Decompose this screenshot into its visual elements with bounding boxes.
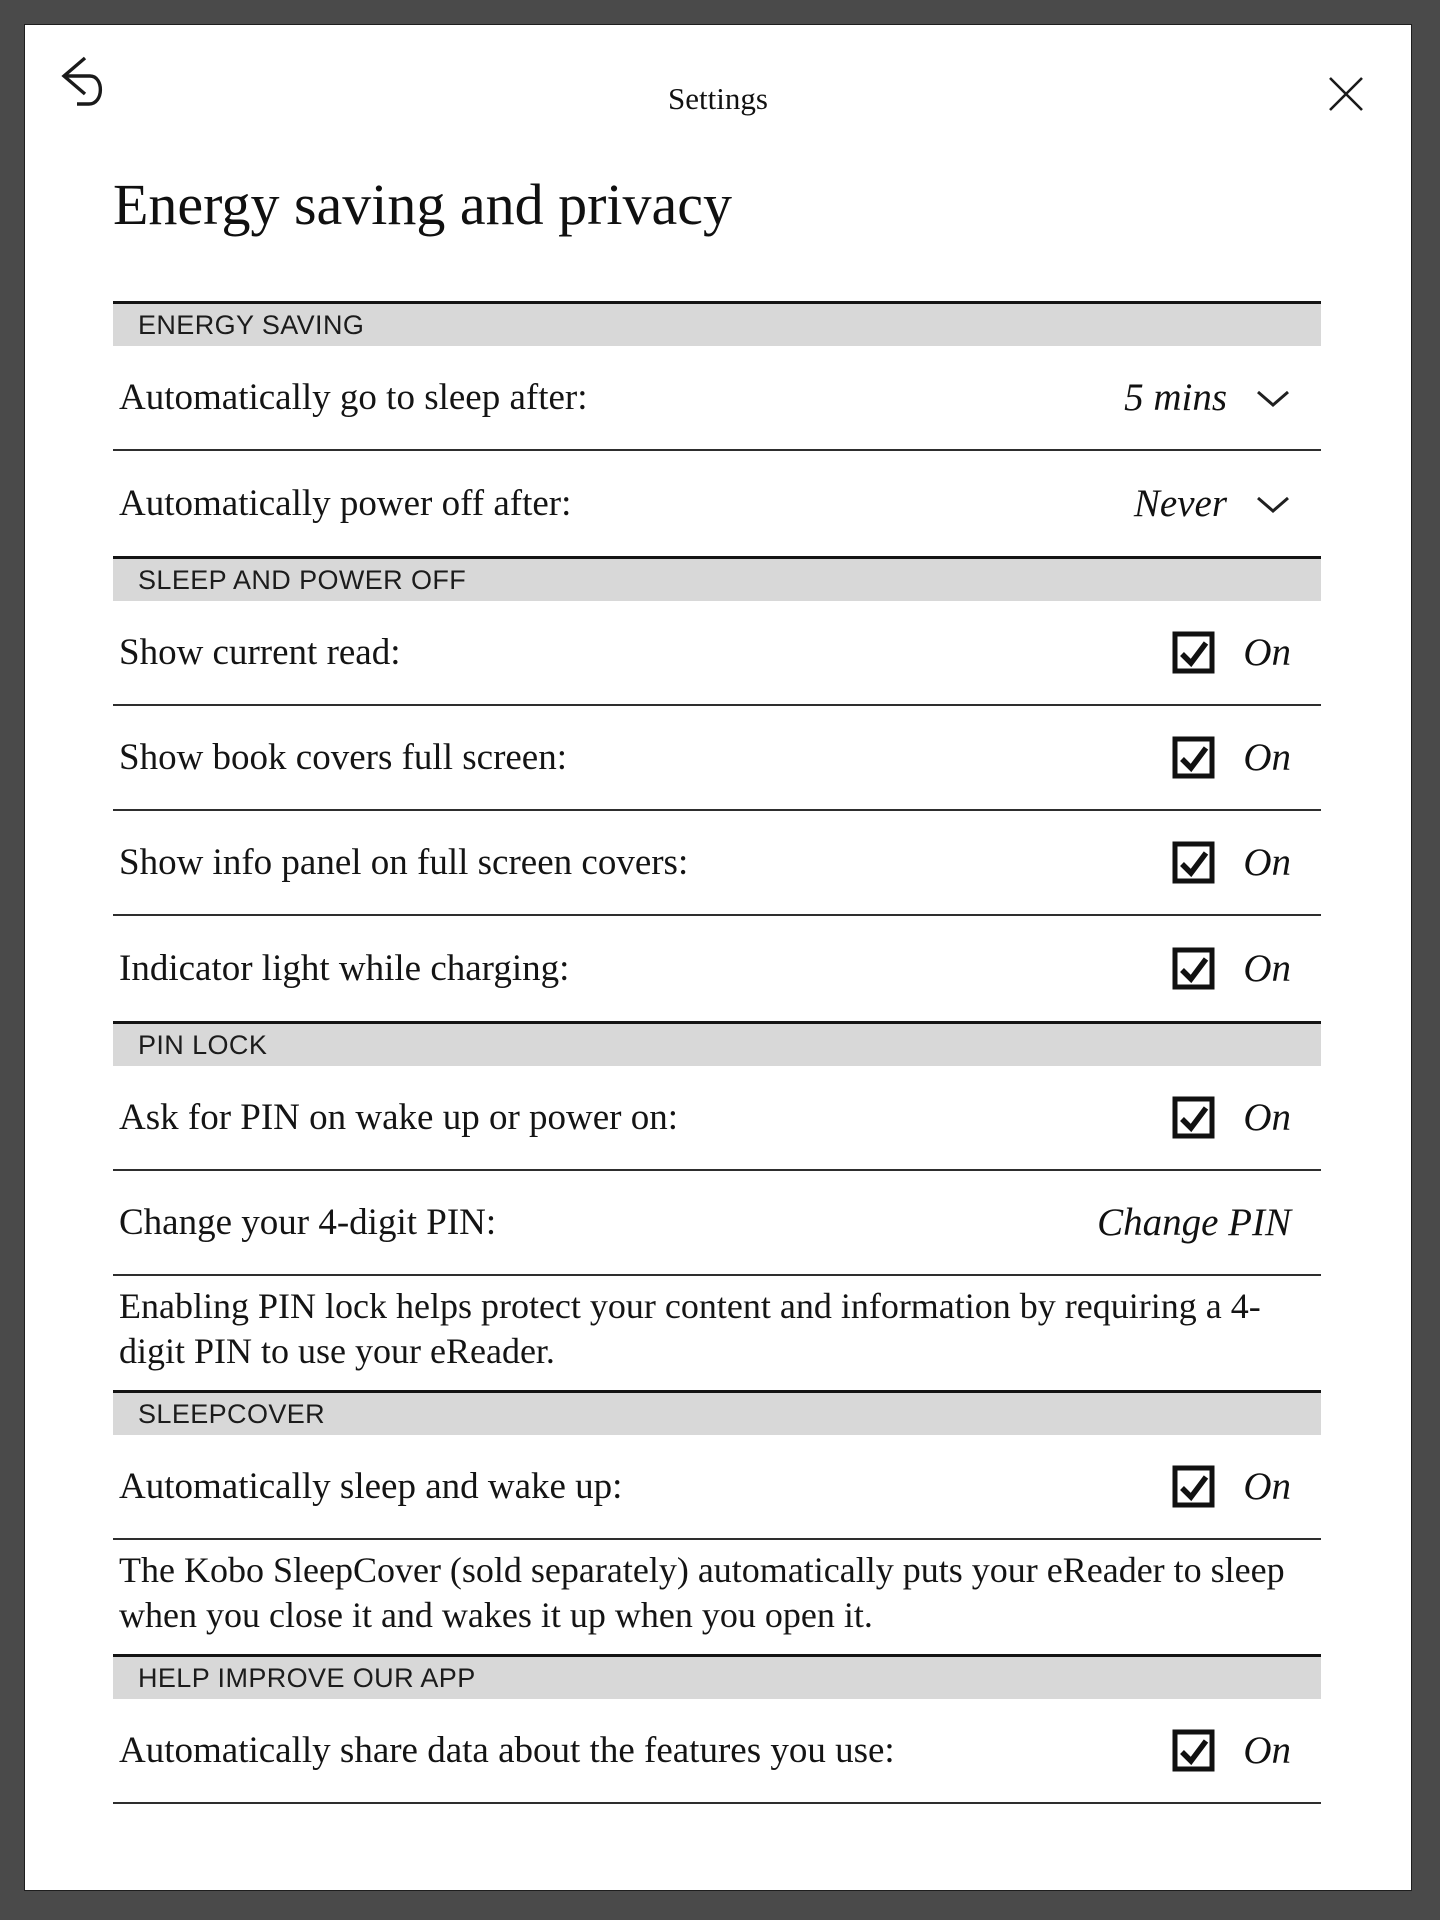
pin-lock-description: Enabling PIN lock helps protect your content and information by requiring a 4-digit PIN to use your eReader. bbox=[119, 1286, 1261, 1371]
row-label: Show book covers full screen: bbox=[119, 737, 568, 778]
header bbox=[25, 25, 1411, 157]
section-label: HELP IMPROVE OUR APP bbox=[138, 1662, 476, 1693]
checkbox-checked-icon[interactable] bbox=[1172, 631, 1215, 674]
checkbox-state-label: On bbox=[1243, 736, 1291, 779]
dropdown-sleep-after[interactable] bbox=[1124, 375, 1291, 420]
row-label: Ask for PIN on wake up or power on: bbox=[119, 1097, 679, 1138]
checkbox-checked-icon[interactable] bbox=[1172, 1729, 1215, 1772]
chevron-down-icon bbox=[1255, 482, 1291, 525]
checkbox-state-label: On bbox=[1243, 1729, 1291, 1772]
section-header-help-improve bbox=[113, 1654, 1321, 1699]
section-header-pin-lock bbox=[113, 1021, 1321, 1066]
header-title: Settings bbox=[668, 81, 768, 116]
dropdown-power-off-after[interactable] bbox=[1134, 481, 1291, 526]
close-button[interactable] bbox=[1327, 75, 1365, 113]
checkbox-state-label: On bbox=[1243, 947, 1291, 990]
setting-row-indicator-light[interactable] bbox=[113, 916, 1321, 1021]
settings-page bbox=[24, 24, 1412, 1891]
setting-row-sleep-after[interactable] bbox=[113, 346, 1321, 451]
checkbox-checked-icon[interactable] bbox=[1172, 736, 1215, 779]
checkbox-checked-icon[interactable] bbox=[1172, 841, 1215, 884]
checkbox-state-label: On bbox=[1243, 631, 1291, 674]
checkbox-state-label: On bbox=[1243, 841, 1291, 884]
setting-row-share-data[interactable] bbox=[113, 1699, 1321, 1804]
row-label: Show info panel on full screen covers: bbox=[119, 842, 689, 883]
change-pin-link[interactable]: Change PIN bbox=[1097, 1201, 1291, 1244]
setting-row-change-pin[interactable] bbox=[113, 1171, 1321, 1276]
section-label: ENERGY SAVING bbox=[138, 309, 365, 340]
page-title: Energy saving and privacy bbox=[113, 172, 733, 237]
sleepcover-description: The Kobo SleepCover (sold separately) automatically puts your eReader to sleep when you close it and wakes it up when you open it. bbox=[119, 1550, 1285, 1635]
setting-row-power-off-after[interactable] bbox=[113, 451, 1321, 556]
row-label: Automatically power off after: bbox=[119, 483, 572, 524]
content-column bbox=[113, 171, 1321, 1804]
checkbox-checked-icon[interactable] bbox=[1172, 1465, 1215, 1508]
section-header-energy-saving bbox=[113, 301, 1321, 346]
dropdown-value: Never bbox=[1133, 482, 1227, 525]
row-label: Automatically share data about the features you use: bbox=[119, 1730, 895, 1771]
checkbox-state-label: On bbox=[1243, 1465, 1291, 1508]
row-label: Show current read: bbox=[119, 632, 401, 673]
row-label: Automatically sleep and wake up: bbox=[119, 1466, 623, 1507]
section-label: PIN LOCK bbox=[138, 1029, 268, 1060]
setting-row-show-book-covers[interactable] bbox=[113, 706, 1321, 811]
section-header-sleep-and-power-off bbox=[113, 556, 1321, 601]
checkbox-checked-icon[interactable] bbox=[1172, 1096, 1215, 1139]
setting-row-show-info-panel[interactable] bbox=[113, 811, 1321, 916]
row-label: Automatically go to sleep after: bbox=[119, 377, 588, 418]
close-x-icon bbox=[1327, 101, 1365, 116]
dropdown-value: 5 mins bbox=[1124, 376, 1227, 419]
section-label: SLEEP AND POWER OFF bbox=[138, 564, 467, 595]
row-label: Change your 4-digit PIN: bbox=[119, 1202, 497, 1243]
row-label: Indicator light while charging: bbox=[119, 948, 570, 989]
setting-row-auto-sleep-wake[interactable] bbox=[113, 1435, 1321, 1540]
setting-row-ask-for-pin[interactable] bbox=[113, 1066, 1321, 1171]
section-header-sleepcover bbox=[113, 1390, 1321, 1435]
chevron-down-icon bbox=[1255, 376, 1291, 419]
section-label: SLEEPCOVER bbox=[138, 1398, 326, 1429]
setting-row-show-current-read[interactable] bbox=[113, 601, 1321, 706]
checkbox-state-label: On bbox=[1243, 1096, 1291, 1139]
checkbox-checked-icon[interactable] bbox=[1172, 947, 1215, 990]
